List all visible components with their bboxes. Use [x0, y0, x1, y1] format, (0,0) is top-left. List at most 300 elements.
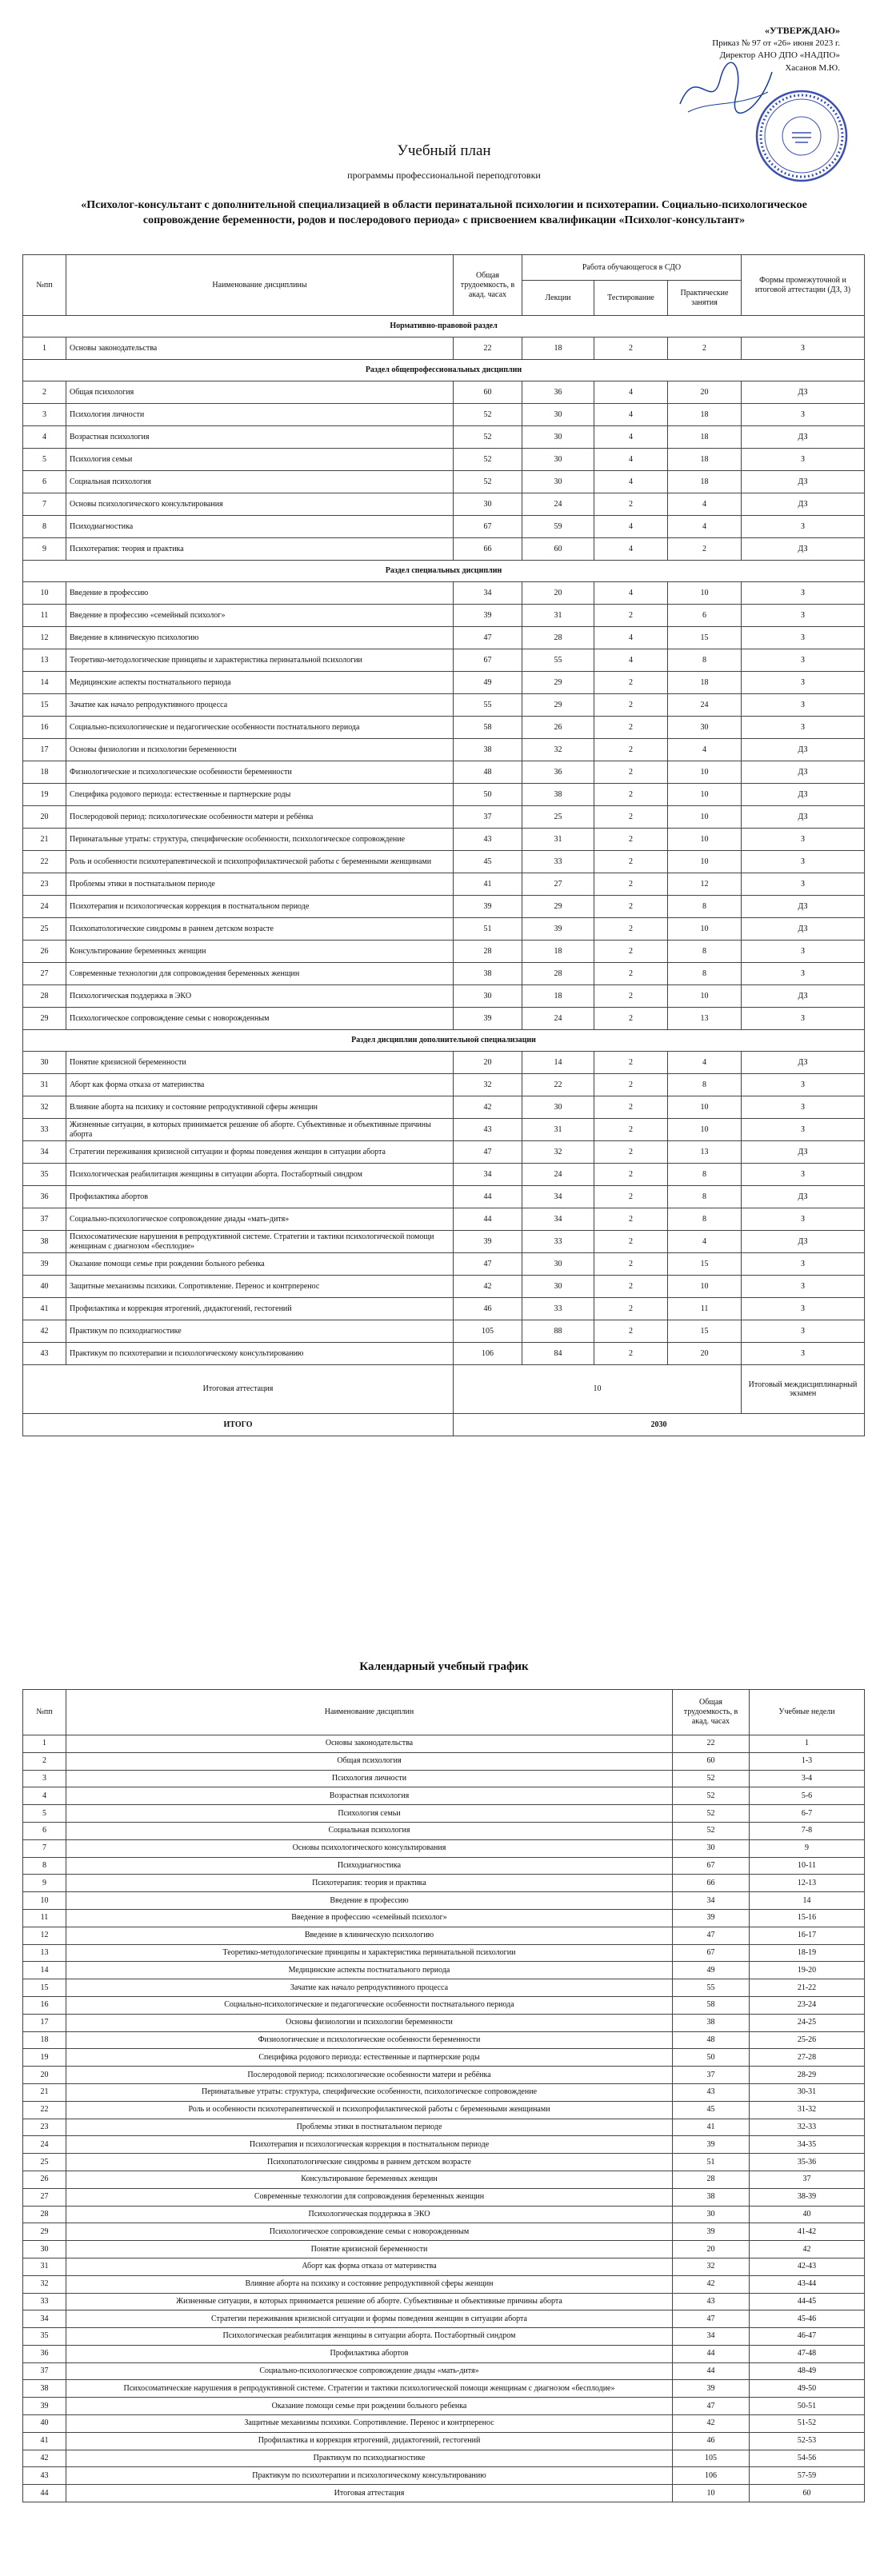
schedule-discipline: Социальная психология — [66, 1822, 673, 1839]
testing-hours: 2 — [594, 896, 668, 918]
col-forms-header: Формы промежуточной и итоговой аттестации (ДЗ, З) — [742, 255, 865, 316]
practice-hours: 13 — [668, 1141, 742, 1164]
schedule-number: 3 — [23, 1770, 66, 1787]
schedule-number: 30 — [23, 2241, 66, 2258]
attestation-form: З — [742, 627, 865, 649]
table-row — [23, 516, 865, 538]
discipline-name: Психологическая реабилитация женщины в ситуации аборта. Постабортный синдром — [66, 1164, 454, 1186]
lecture-hours: 28 — [522, 627, 594, 649]
total-hours: 39 — [454, 896, 522, 918]
schedule-hours: 55 — [673, 1979, 750, 1997]
schedule-hours: 39 — [673, 2136, 750, 2154]
practice-hours: 8 — [668, 1208, 742, 1231]
attestation-form: З — [742, 1343, 865, 1365]
schedule-weeks: 40 — [750, 2206, 865, 2223]
attestation-form: З — [742, 1096, 865, 1119]
discipline-name: Роль и особенности психотерапевтической и психопрофилактической работы с беременными женщинами — [66, 851, 454, 873]
lecture-hours: 20 — [522, 582, 594, 605]
schedule-number: 15 — [23, 1979, 66, 1997]
schedule-row — [23, 2241, 865, 2258]
discipline-name: Социально-психологическое сопровождение диады «мать-дитя» — [66, 1208, 454, 1231]
schedule-discipline: Проблемы этики в постнатальном периоде — [66, 2119, 673, 2136]
schedule-hours: 60 — [673, 1752, 750, 1770]
schedule-discipline: Основы физиологии и психологии беременности — [66, 2014, 673, 2031]
schedule-number: 10 — [23, 1892, 66, 1910]
schedule-discipline: Психологическая поддержка в ЭКО — [66, 2206, 673, 2223]
attestation-form: З — [742, 582, 865, 605]
schedule-weeks: 9 — [750, 1839, 865, 1857]
col-testing-header: Тестирование — [594, 281, 668, 316]
discipline-name: Зачатие как начало репродуктивного процесса — [66, 694, 454, 717]
lecture-hours: 24 — [522, 1164, 594, 1186]
schedule-table — [22, 1689, 865, 2502]
col-name-header: Наименование дисциплины — [66, 255, 454, 316]
lecture-hours: 39 — [522, 918, 594, 941]
schedule-discipline: Психодиагностика — [66, 1857, 673, 1875]
schedule-weeks: 1 — [750, 1735, 865, 1753]
total-hours: 30 — [454, 985, 522, 1008]
schedule-weeks: 60 — [750, 2485, 865, 2502]
schedule-number: 40 — [23, 2415, 66, 2433]
lecture-hours: 30 — [522, 404, 594, 426]
table-row — [23, 1141, 865, 1164]
schedule-row — [23, 1944, 865, 1962]
schedule-hours: 42 — [673, 2275, 750, 2293]
schedule-row — [23, 2119, 865, 2136]
schedule-discipline: Психотерапия и психологическая коррекция в постнатальном периоде — [66, 2136, 673, 2154]
table-row — [23, 1164, 865, 1186]
schedule-row — [23, 1875, 865, 1892]
total-hours: 50 — [454, 784, 522, 806]
schedule-hours: 52 — [673, 1805, 750, 1823]
lecture-hours: 22 — [522, 1074, 594, 1096]
schedule-hours: 37 — [673, 2067, 750, 2084]
schedule-weeks: 51-52 — [750, 2415, 865, 2433]
schedule-hours: 48 — [673, 2031, 750, 2049]
schedule-weeks: 43-44 — [750, 2275, 865, 2293]
total-hours: 46 — [454, 1298, 522, 1320]
lecture-hours: 88 — [522, 1320, 594, 1343]
testing-hours: 2 — [594, 851, 668, 873]
discipline-name: Практикум по психотерапии и психологическому консультированию — [66, 1343, 454, 1365]
schedule-hours: 42 — [673, 2415, 750, 2433]
testing-hours: 2 — [594, 672, 668, 694]
testing-hours: 2 — [594, 717, 668, 739]
practice-hours: 10 — [668, 851, 742, 873]
schedule-weeks: 54-56 — [750, 2450, 865, 2467]
table-row — [23, 1008, 865, 1030]
schedule-hours: 30 — [673, 2206, 750, 2223]
final-attestation-hours: 10 — [454, 1365, 742, 1414]
row-number: 11 — [23, 605, 66, 627]
testing-hours: 2 — [594, 694, 668, 717]
table-row — [23, 829, 865, 851]
attestation-form: З — [742, 694, 865, 717]
practice-hours: 20 — [668, 1343, 742, 1365]
schedule-discipline: Специфика родового периода: естественные и партнерские роды — [66, 2049, 673, 2067]
schedule-row — [23, 2415, 865, 2433]
table-row — [23, 896, 865, 918]
practice-hours: 18 — [668, 404, 742, 426]
schedule-number: 24 — [23, 2136, 66, 2154]
discipline-name: Влияние аборта на психику и состояние репродуктивной сферы женщин — [66, 1096, 454, 1119]
table-row — [23, 449, 865, 471]
testing-hours: 2 — [594, 1008, 668, 1030]
attestation-form: З — [742, 1320, 865, 1343]
practice-hours: 15 — [668, 1320, 742, 1343]
table-row — [23, 627, 865, 649]
final-attestation-row — [23, 1365, 865, 1414]
discipline-name: Послеродовой период: психологические особенности матери и ребёнка — [66, 806, 454, 829]
testing-hours: 4 — [594, 627, 668, 649]
schedule-weeks: 19-20 — [750, 1962, 865, 1979]
schedule-number: 21 — [23, 2083, 66, 2101]
table-row — [23, 963, 865, 985]
lecture-hours: 31 — [522, 1119, 594, 1141]
attestation-form: ДЗ — [742, 806, 865, 829]
testing-hours: 2 — [594, 873, 668, 896]
lecture-hours: 84 — [522, 1343, 594, 1365]
total-hours: 37 — [454, 806, 522, 829]
schedule-discipline: Зачатие как начало репродуктивного процесса — [66, 1979, 673, 1997]
schedule-number: 35 — [23, 2328, 66, 2346]
total-hours: 38 — [454, 963, 522, 985]
attestation-form: З — [742, 941, 865, 963]
schedule-row — [23, 2067, 865, 2084]
attestation-form: З — [742, 1208, 865, 1231]
row-number: 16 — [23, 717, 66, 739]
schedule-hours: 47 — [673, 2310, 750, 2328]
practice-hours: 10 — [668, 784, 742, 806]
testing-hours: 4 — [594, 582, 668, 605]
total-hours: 67 — [454, 516, 522, 538]
lecture-hours: 33 — [522, 1298, 594, 1320]
discipline-name: Психопатологические синдромы в раннем детском возрасте — [66, 918, 454, 941]
discipline-name: Оказание помощи семье при рождении больного ребенка — [66, 1253, 454, 1276]
row-number: 14 — [23, 672, 66, 694]
schedule-hours: 34 — [673, 2328, 750, 2346]
schedule-weeks: 35-36 — [750, 2154, 865, 2171]
practice-hours: 4 — [668, 493, 742, 516]
schedule-discipline: Современные технологии для сопровождения беременных женщин — [66, 2188, 673, 2206]
schedule-discipline: Жизненные ситуации, в которых принимается решение об аборте. Субъективные и объективные причины аборта — [66, 2293, 673, 2310]
schedule-discipline: Введение в клиническую психологию — [66, 1927, 673, 1944]
schedule-number: 18 — [23, 2031, 66, 2049]
row-number: 10 — [23, 582, 66, 605]
total-hours: 51 — [454, 918, 522, 941]
testing-hours: 2 — [594, 1096, 668, 1119]
discipline-name: Профилактика и коррекция ятрогений, дидактогений, гестогений — [66, 1298, 454, 1320]
schedule-hours: 10 — [673, 2485, 750, 2502]
testing-hours: 4 — [594, 449, 668, 471]
lecture-hours: 36 — [522, 761, 594, 784]
discipline-name: Жизненные ситуации, в которых принимается решение об аборте. Субъективные и объективные причины аборта — [66, 1119, 454, 1141]
schedule-hours: 43 — [673, 2293, 750, 2310]
testing-hours: 4 — [594, 381, 668, 404]
schedule-weeks: 23-24 — [750, 1996, 865, 2014]
schedule-number: 37 — [23, 2362, 66, 2380]
schedule-row — [23, 1839, 865, 1857]
schedule-row — [23, 1752, 865, 1770]
discipline-name: Аборт как форма отказа от материнства — [66, 1074, 454, 1096]
discipline-name: Введение в клиническую психологию — [66, 627, 454, 649]
lecture-hours: 24 — [522, 493, 594, 516]
testing-hours: 2 — [594, 1231, 668, 1253]
schedule-row — [23, 2328, 865, 2346]
schedule-hours: 47 — [673, 2398, 750, 2415]
lecture-hours: 27 — [522, 873, 594, 896]
lecture-hours: 29 — [522, 694, 594, 717]
table-row — [23, 426, 865, 449]
attestation-form: З — [742, 1276, 865, 1298]
approval-title: «УТВЕРЖДАЮ» — [764, 25, 840, 36]
table-row — [23, 672, 865, 694]
section-title: Нормативно-правовой раздел — [23, 316, 865, 337]
section-title: Раздел общепрофессиональных дисциплин — [23, 360, 865, 381]
schedule-number: 4 — [23, 1787, 66, 1805]
schedule-discipline: Послеродовой период: психологические особенности матери и ребёнка — [66, 2067, 673, 2084]
schedule-weeks: 12-13 — [750, 1875, 865, 1892]
table-row — [23, 985, 865, 1008]
schedule-weeks: 47-48 — [750, 2345, 865, 2362]
practice-hours: 2 — [668, 337, 742, 360]
schedule-discipline: Влияние аборта на психику и состояние репродуктивной сферы женщин — [66, 2275, 673, 2293]
schedule-number: 28 — [23, 2206, 66, 2223]
testing-hours: 2 — [594, 1276, 668, 1298]
schedule-row — [23, 1857, 865, 1875]
discipline-name: Практикум по психодиагностике — [66, 1320, 454, 1343]
schedule-row — [23, 2154, 865, 2171]
table-row — [23, 761, 865, 784]
schedule-hours: 67 — [673, 1944, 750, 1962]
total-hours: 49 — [454, 672, 522, 694]
table-row — [23, 873, 865, 896]
attestation-form: ДЗ — [742, 784, 865, 806]
lecture-hours: 33 — [522, 1231, 594, 1253]
schedule-weeks: 21-22 — [750, 1979, 865, 1997]
schedule-discipline: Введение в профессию — [66, 1892, 673, 1910]
total-hours: 43 — [454, 1119, 522, 1141]
discipline-name: Медицинские аспекты постнатального периода — [66, 672, 454, 694]
schedule-hours: 51 — [673, 2154, 750, 2171]
discipline-name: Социальная психология — [66, 471, 454, 493]
testing-hours: 2 — [594, 806, 668, 829]
discipline-name: Психосоматические нарушения в репродуктивной системе. Стратегии и тактики психологической помощи женщинам с диагнозом «бесплодие» — [66, 1231, 454, 1253]
schedule-weeks: 41-42 — [750, 2223, 865, 2241]
schedule-discipline: Понятие кризисной беременности — [66, 2241, 673, 2258]
table-row — [23, 1074, 865, 1096]
schedule-row — [23, 2101, 865, 2119]
section-row — [23, 360, 865, 381]
practice-hours: 10 — [668, 829, 742, 851]
discipline-name: Психологическая поддержка в ЭКО — [66, 985, 454, 1008]
schedule-number: 7 — [23, 1839, 66, 1857]
lecture-hours: 30 — [522, 426, 594, 449]
schedule-weeks: 57-59 — [750, 2467, 865, 2485]
row-number: 33 — [23, 1119, 66, 1141]
col-num-header: №пп — [23, 255, 66, 316]
practice-hours: 4 — [668, 1052, 742, 1074]
practice-hours: 12 — [668, 873, 742, 896]
row-number: 27 — [23, 963, 66, 985]
total-hours: 60 — [454, 381, 522, 404]
table-row — [23, 1052, 865, 1074]
schedule-number: 39 — [23, 2398, 66, 2415]
lecture-hours: 31 — [522, 605, 594, 627]
row-number: 43 — [23, 1343, 66, 1365]
testing-hours: 2 — [594, 1141, 668, 1164]
schedule-weeks: 31-32 — [750, 2101, 865, 2119]
schedule-weeks: 10-11 — [750, 1857, 865, 1875]
curriculum-table — [22, 254, 865, 1436]
practice-hours: 24 — [668, 694, 742, 717]
total-hours: 34 — [454, 1164, 522, 1186]
testing-hours: 2 — [594, 605, 668, 627]
attestation-form: ДЗ — [742, 761, 865, 784]
practice-hours: 18 — [668, 449, 742, 471]
schedule-title: Календарный учебный график — [359, 1660, 529, 1673]
table-row — [23, 784, 865, 806]
schedule-row — [23, 2432, 865, 2450]
attestation-form: З — [742, 963, 865, 985]
schedule-hours: 39 — [673, 2223, 750, 2241]
table-row — [23, 1096, 865, 1119]
lecture-hours: 55 — [522, 649, 594, 672]
discipline-name: Психология личности — [66, 404, 454, 426]
testing-hours: 2 — [594, 1119, 668, 1141]
schedule-weeks: 32-33 — [750, 2119, 865, 2136]
schedule-discipline: Социально-психологические и педагогические особенности постнатального периода — [66, 1996, 673, 2014]
table-row — [23, 694, 865, 717]
testing-hours: 2 — [594, 1208, 668, 1231]
schedule-hours: 52 — [673, 1770, 750, 1787]
schedule-discipline: Оказание помощи семье при рождении больного ребенка — [66, 2398, 673, 2415]
table-row — [23, 806, 865, 829]
schedule-discipline: Стратегии переживания кризисной ситуации и формы поведения женщин в ситуации аборта — [66, 2310, 673, 2328]
schedule-hours: 106 — [673, 2467, 750, 2485]
schedule-row — [23, 1787, 865, 1805]
row-number: 26 — [23, 941, 66, 963]
lecture-hours: 18 — [522, 941, 594, 963]
practice-hours: 18 — [668, 426, 742, 449]
schedule-hours: 38 — [673, 2014, 750, 2031]
lecture-hours: 26 — [522, 717, 594, 739]
schedule-discipline: Физиологические и психологические особенности беременности — [66, 2031, 673, 2049]
schedule-number: 14 — [23, 1962, 66, 1979]
practice-hours: 10 — [668, 918, 742, 941]
schedule-number: 11 — [23, 1909, 66, 1927]
schedule-hours: 39 — [673, 1909, 750, 1927]
practice-hours: 13 — [668, 1008, 742, 1030]
schedule-weeks: 34-35 — [750, 2136, 865, 2154]
lecture-hours: 25 — [522, 806, 594, 829]
row-number: 41 — [23, 1298, 66, 1320]
schedule-discipline: Защитные механизмы психики. Сопротивление. Перенос и контрперенос — [66, 2415, 673, 2433]
row-number: 34 — [23, 1141, 66, 1164]
row-number: 18 — [23, 761, 66, 784]
total-label: ИТОГО — [23, 1414, 454, 1436]
schedule-weeks: 15-16 — [750, 1909, 865, 1927]
total-hours: 58 — [454, 717, 522, 739]
discipline-name: Современные технологии для сопровождения беременных женщин — [66, 963, 454, 985]
attestation-form: ДЗ — [742, 381, 865, 404]
testing-hours: 2 — [594, 918, 668, 941]
schedule-number: 41 — [23, 2432, 66, 2450]
row-number: 21 — [23, 829, 66, 851]
discipline-name: Социально-психологические и педагогические особенности постнатального периода — [66, 717, 454, 739]
testing-hours: 2 — [594, 1320, 668, 1343]
total-hours: 66 — [454, 538, 522, 561]
table-row — [23, 493, 865, 516]
schedule-discipline: Психопатологические синдромы в раннем детском возрасте — [66, 2154, 673, 2171]
row-number: 5 — [23, 449, 66, 471]
row-number: 17 — [23, 739, 66, 761]
testing-hours: 4 — [594, 516, 668, 538]
attestation-form: З — [742, 516, 865, 538]
practice-hours: 30 — [668, 717, 742, 739]
row-number: 42 — [23, 1320, 66, 1343]
schedule-number: 19 — [23, 2049, 66, 2067]
schedule-row — [23, 2188, 865, 2206]
table-row — [23, 649, 865, 672]
schedule-discipline: Теоретико-методологические принципы и характеристика перинатальной психологии — [66, 1944, 673, 1962]
total-hours: 52 — [454, 404, 522, 426]
row-number: 9 — [23, 538, 66, 561]
total-hours-value: 2030 — [454, 1414, 865, 1436]
schedule-hours: 30 — [673, 1839, 750, 1857]
testing-hours: 4 — [594, 404, 668, 426]
schedule-discipline: Психосоматические нарушения в репродуктивной системе. Стратегии и тактики психологической помощи женщинам с диагнозом «бесплодие» — [66, 2380, 673, 2398]
attestation-form: З — [742, 1164, 865, 1186]
schedule-hours: 46 — [673, 2432, 750, 2450]
schedule-row — [23, 1822, 865, 1839]
lecture-hours: 29 — [522, 896, 594, 918]
total-hours: 52 — [454, 471, 522, 493]
table-row — [23, 851, 865, 873]
row-number: 25 — [23, 918, 66, 941]
director-line: Директор АНО ДПО «НАДПО» — [719, 50, 840, 61]
schedule-row — [23, 2258, 865, 2275]
schedule-row — [23, 2083, 865, 2101]
row-number: 39 — [23, 1253, 66, 1276]
schedule-number: 20 — [23, 2067, 66, 2084]
practice-hours: 15 — [668, 627, 742, 649]
schedule-row — [23, 2206, 865, 2223]
testing-hours: 2 — [594, 1253, 668, 1276]
total-hours: 52 — [454, 449, 522, 471]
testing-hours: 2 — [594, 1298, 668, 1320]
practice-hours: 8 — [668, 1164, 742, 1186]
testing-hours: 4 — [594, 426, 668, 449]
table-row — [23, 739, 865, 761]
schedule-row — [23, 2031, 865, 2049]
row-number: 32 — [23, 1096, 66, 1119]
row-number: 37 — [23, 1208, 66, 1231]
testing-hours: 2 — [594, 739, 668, 761]
discipline-name: Психодиагностика — [66, 516, 454, 538]
practice-hours: 4 — [668, 1231, 742, 1253]
discipline-name: Психология семьи — [66, 449, 454, 471]
schedule-hours: 32 — [673, 2258, 750, 2275]
schedule-number: 36 — [23, 2345, 66, 2362]
testing-hours: 2 — [594, 941, 668, 963]
schedule-number: 12 — [23, 1927, 66, 1944]
practice-hours: 8 — [668, 649, 742, 672]
practice-hours: 6 — [668, 605, 742, 627]
schedule-discipline: Социально-психологическое сопровождение диады «мать-дитя» — [66, 2362, 673, 2380]
row-number: 8 — [23, 516, 66, 538]
discipline-name: Психотерапия: теория и практика — [66, 538, 454, 561]
